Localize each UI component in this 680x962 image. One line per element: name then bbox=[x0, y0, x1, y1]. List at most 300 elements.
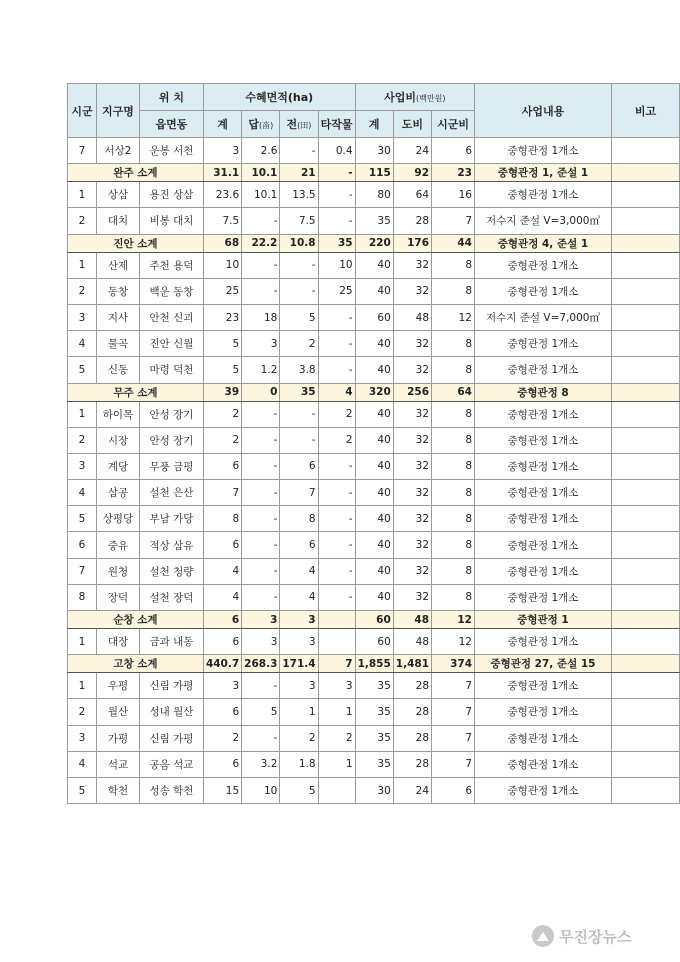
area-other: - bbox=[318, 532, 355, 558]
area-jeon: - bbox=[280, 278, 318, 304]
remarks bbox=[611, 182, 679, 208]
remarks bbox=[611, 673, 679, 699]
district-name: 원청 bbox=[96, 558, 139, 584]
header-cost-sigun: 시군비 bbox=[432, 111, 475, 138]
header-area-dap-label: 답 bbox=[248, 118, 259, 131]
project-content: 중형관정 1개소 bbox=[475, 453, 612, 479]
row-number: 6 bbox=[68, 532, 97, 558]
area-other: - bbox=[318, 558, 355, 584]
area-jeon: 3.8 bbox=[280, 357, 318, 383]
area-jeon: 3 bbox=[280, 629, 318, 655]
area-dap: 3 bbox=[242, 629, 280, 655]
cost-total: 35 bbox=[355, 673, 393, 699]
district-name: 장덕 bbox=[96, 584, 139, 610]
cost-total: 220 bbox=[355, 234, 393, 252]
cost-total: 30 bbox=[355, 138, 393, 164]
district-name: 산제 bbox=[96, 252, 139, 278]
district-name: 지사 bbox=[96, 304, 139, 330]
cost-total: 35 bbox=[355, 699, 393, 725]
district-name: 동창 bbox=[96, 278, 139, 304]
remarks bbox=[611, 777, 679, 803]
cost-do: 64 bbox=[393, 182, 431, 208]
remarks bbox=[611, 401, 679, 427]
cost-sigun: 8 bbox=[432, 453, 475, 479]
cost-total: 30 bbox=[355, 777, 393, 803]
header-location: 위 치 bbox=[139, 84, 203, 111]
area-other: - bbox=[318, 182, 355, 208]
watermark bbox=[532, 921, 672, 951]
location: 설천 장덕 bbox=[139, 584, 203, 610]
row-number: 5 bbox=[68, 506, 97, 532]
cost-sigun: 8 bbox=[432, 480, 475, 506]
area-dap: - bbox=[242, 427, 280, 453]
project-content: 중형관정 1개소 bbox=[475, 138, 612, 164]
row-number: 2 bbox=[68, 278, 97, 304]
location: 신림 가평 bbox=[139, 725, 203, 751]
header-cost-do: 도비 bbox=[393, 111, 431, 138]
header-area-jeon-hanja: (田) bbox=[297, 121, 312, 130]
remarks bbox=[611, 453, 679, 479]
area-total: 6 bbox=[203, 751, 241, 777]
area-other: - bbox=[318, 304, 355, 330]
cost-do: 32 bbox=[393, 427, 431, 453]
project-content: 중형관정 1개소 bbox=[475, 506, 612, 532]
cost-total: 60 bbox=[355, 304, 393, 330]
table-row bbox=[68, 532, 680, 558]
cost-sigun: 7 bbox=[432, 725, 475, 751]
area-dap: - bbox=[242, 673, 280, 699]
subtotal-row bbox=[68, 383, 680, 401]
subtotal-row bbox=[68, 234, 680, 252]
location: 적상 삼유 bbox=[139, 532, 203, 558]
area-total: 31.1 bbox=[203, 164, 241, 182]
row-number: 3 bbox=[68, 725, 97, 751]
project-content: 중형관정 1개소 bbox=[475, 751, 612, 777]
table-row bbox=[68, 331, 680, 357]
cost-do: 32 bbox=[393, 357, 431, 383]
project-content: 중형관정 4, 준설 1 bbox=[475, 234, 612, 252]
cost-total: 40 bbox=[355, 453, 393, 479]
cost-sigun: 8 bbox=[432, 584, 475, 610]
header-cost-label: 사업비 bbox=[384, 91, 417, 104]
cost-sigun: 16 bbox=[432, 182, 475, 208]
area-total: 6 bbox=[203, 629, 241, 655]
area-jeon: - bbox=[280, 252, 318, 278]
cost-sigun: 8 bbox=[432, 331, 475, 357]
cost-do: 32 bbox=[393, 401, 431, 427]
area-dap: 5 bbox=[242, 699, 280, 725]
table-row bbox=[68, 138, 680, 164]
area-other: 7 bbox=[318, 655, 355, 673]
area-other: - bbox=[318, 331, 355, 357]
header-content: 사업내용 bbox=[475, 84, 612, 138]
area-other: - bbox=[318, 480, 355, 506]
location: 안성 장기 bbox=[139, 401, 203, 427]
cost-total: 1,855 bbox=[355, 655, 393, 673]
area-other: - bbox=[318, 208, 355, 234]
area-jeon: 6 bbox=[280, 532, 318, 558]
cost-total: 40 bbox=[355, 558, 393, 584]
area-total: 23 bbox=[203, 304, 241, 330]
area-jeon: 5 bbox=[280, 304, 318, 330]
remarks bbox=[611, 357, 679, 383]
area-dap: 2.6 bbox=[242, 138, 280, 164]
cost-sigun: 44 bbox=[432, 234, 475, 252]
header-area: 수혜면적(ha) bbox=[203, 84, 355, 111]
table-row bbox=[68, 278, 680, 304]
area-dap: 3 bbox=[242, 331, 280, 357]
cost-do: 24 bbox=[393, 138, 431, 164]
header-cost-total: 계 bbox=[355, 111, 393, 138]
cost-total: 40 bbox=[355, 427, 393, 453]
table-row bbox=[68, 357, 680, 383]
district-name: 대장 bbox=[96, 629, 139, 655]
header-cost bbox=[355, 84, 474, 111]
area-total: 25 bbox=[203, 278, 241, 304]
watermark-text: 무진장뉴스 bbox=[559, 927, 632, 946]
subtotal-label: 고창 소계 bbox=[68, 655, 204, 673]
subtotal-label: 무주 소계 bbox=[68, 383, 204, 401]
cost-total: 40 bbox=[355, 278, 393, 304]
cost-do: 92 bbox=[393, 164, 431, 182]
table-row bbox=[68, 751, 680, 777]
remarks bbox=[611, 751, 679, 777]
header-sigun: 시군 bbox=[68, 84, 97, 138]
project-content: 중형관정 1개소 bbox=[475, 480, 612, 506]
area-jeon: 3 bbox=[280, 673, 318, 699]
row-number: 2 bbox=[68, 208, 97, 234]
area-dap: - bbox=[242, 558, 280, 584]
project-content: 중형관정 1개소 bbox=[475, 252, 612, 278]
row-number: 1 bbox=[68, 252, 97, 278]
row-number: 1 bbox=[68, 629, 97, 655]
cost-do: 32 bbox=[393, 532, 431, 558]
area-jeon: 7 bbox=[280, 480, 318, 506]
area-dap: 18 bbox=[242, 304, 280, 330]
area-total: 39 bbox=[203, 383, 241, 401]
remarks bbox=[611, 138, 679, 164]
cost-total: 320 bbox=[355, 383, 393, 401]
area-other bbox=[318, 629, 355, 655]
location: 성내 월산 bbox=[139, 699, 203, 725]
area-jeon: 6 bbox=[280, 453, 318, 479]
row-number: 5 bbox=[68, 777, 97, 803]
cost-sigun: 8 bbox=[432, 506, 475, 532]
area-jeon: 2 bbox=[280, 331, 318, 357]
area-total: 5 bbox=[203, 357, 241, 383]
project-content: 중형관정 1개소 bbox=[475, 725, 612, 751]
row-number: 1 bbox=[68, 182, 97, 208]
area-total: 68 bbox=[203, 234, 241, 252]
area-other: - bbox=[318, 584, 355, 610]
project-content: 중형관정 1, 준설 1 bbox=[475, 164, 612, 182]
area-jeon: 10.8 bbox=[280, 234, 318, 252]
cost-total: 40 bbox=[355, 331, 393, 357]
row-number: 1 bbox=[68, 673, 97, 699]
cost-total: 40 bbox=[355, 506, 393, 532]
row-number: 2 bbox=[68, 699, 97, 725]
district-name: 상삼 bbox=[96, 182, 139, 208]
area-other: 35 bbox=[318, 234, 355, 252]
cost-do: 28 bbox=[393, 673, 431, 699]
cost-sigun: 23 bbox=[432, 164, 475, 182]
district-name: 학천 bbox=[96, 777, 139, 803]
cost-do: 48 bbox=[393, 611, 431, 629]
district-name: 우평 bbox=[96, 673, 139, 699]
area-other: 0.4 bbox=[318, 138, 355, 164]
area-other: - bbox=[318, 357, 355, 383]
remarks bbox=[611, 427, 679, 453]
row-number: 3 bbox=[68, 304, 97, 330]
project-content: 중형관정 1개소 bbox=[475, 427, 612, 453]
location: 운봉 서천 bbox=[139, 138, 203, 164]
remarks bbox=[611, 629, 679, 655]
location: 공음 석교 bbox=[139, 751, 203, 777]
area-dap: 1.2 bbox=[242, 357, 280, 383]
area-total: 4 bbox=[203, 584, 241, 610]
area-dap: - bbox=[242, 208, 280, 234]
area-other: 4 bbox=[318, 383, 355, 401]
header-area-dap bbox=[242, 111, 280, 138]
cost-total: 80 bbox=[355, 182, 393, 208]
area-dap: - bbox=[242, 453, 280, 479]
remarks bbox=[611, 506, 679, 532]
area-dap: - bbox=[242, 584, 280, 610]
table-row bbox=[68, 673, 680, 699]
cost-sigun: 8 bbox=[432, 532, 475, 558]
area-jeon: - bbox=[280, 401, 318, 427]
area-dap: 268.3 bbox=[242, 655, 280, 673]
header-cost-unit: (백만원) bbox=[416, 94, 446, 103]
cost-total: 40 bbox=[355, 357, 393, 383]
location: 무풍 금평 bbox=[139, 453, 203, 479]
table-header bbox=[68, 84, 680, 138]
table-row bbox=[68, 453, 680, 479]
header-jigu: 지구명 bbox=[96, 84, 139, 138]
area-jeon: - bbox=[280, 427, 318, 453]
area-total: 6 bbox=[203, 699, 241, 725]
area-dap: - bbox=[242, 532, 280, 558]
table-row bbox=[68, 401, 680, 427]
area-other: 2 bbox=[318, 401, 355, 427]
table-row bbox=[68, 480, 680, 506]
area-dap: 0 bbox=[242, 383, 280, 401]
table-row bbox=[68, 182, 680, 208]
area-dap: - bbox=[242, 506, 280, 532]
remarks bbox=[611, 699, 679, 725]
area-jeon: 13.5 bbox=[280, 182, 318, 208]
mountain-logo-icon bbox=[532, 925, 554, 947]
area-jeon: 7.5 bbox=[280, 208, 318, 234]
area-other: 2 bbox=[318, 427, 355, 453]
district-name: 석교 bbox=[96, 751, 139, 777]
cost-do: 176 bbox=[393, 234, 431, 252]
project-content: 중형관정 1 bbox=[475, 611, 612, 629]
area-total: 2 bbox=[203, 427, 241, 453]
area-other: 1 bbox=[318, 751, 355, 777]
area-total: 7 bbox=[203, 480, 241, 506]
area-total: 2 bbox=[203, 401, 241, 427]
project-content: 중형관정 1개소 bbox=[475, 777, 612, 803]
remarks bbox=[611, 234, 679, 252]
location: 안성 장기 bbox=[139, 427, 203, 453]
area-jeon: - bbox=[280, 138, 318, 164]
area-other: 10 bbox=[318, 252, 355, 278]
area-dap: 10.1 bbox=[242, 182, 280, 208]
table-row bbox=[68, 208, 680, 234]
remarks bbox=[611, 278, 679, 304]
area-jeon: 21 bbox=[280, 164, 318, 182]
area-other: 25 bbox=[318, 278, 355, 304]
subtotal-row bbox=[68, 611, 680, 629]
area-other: 2 bbox=[318, 725, 355, 751]
area-jeon: 5 bbox=[280, 777, 318, 803]
area-other: - bbox=[318, 506, 355, 532]
district-name: 상평당 bbox=[96, 506, 139, 532]
area-dap: 10 bbox=[242, 777, 280, 803]
cost-do: 1,481 bbox=[393, 655, 431, 673]
area-jeon: 4 bbox=[280, 558, 318, 584]
remarks bbox=[611, 252, 679, 278]
location: 신림 가평 bbox=[139, 673, 203, 699]
cost-sigun: 8 bbox=[432, 558, 475, 584]
project-content: 중형관정 1개소 bbox=[475, 584, 612, 610]
cost-sigun: 7 bbox=[432, 208, 475, 234]
cost-sigun: 8 bbox=[432, 401, 475, 427]
table-row bbox=[68, 558, 680, 584]
table-row bbox=[68, 777, 680, 803]
cost-sigun: 8 bbox=[432, 278, 475, 304]
district-name: 월산 bbox=[96, 699, 139, 725]
cost-sigun: 12 bbox=[432, 629, 475, 655]
header-area-dap-hanja: (畓) bbox=[258, 121, 274, 130]
row-number: 2 bbox=[68, 427, 97, 453]
cost-do: 28 bbox=[393, 725, 431, 751]
cost-do: 32 bbox=[393, 453, 431, 479]
area-jeon: 1 bbox=[280, 699, 318, 725]
area-other: - bbox=[318, 164, 355, 182]
project-content: 중형관정 8 bbox=[475, 383, 612, 401]
cost-do: 28 bbox=[393, 208, 431, 234]
cost-sigun: 7 bbox=[432, 751, 475, 777]
cost-do: 28 bbox=[393, 751, 431, 777]
district-name: 계당 bbox=[96, 453, 139, 479]
location: 설천 청량 bbox=[139, 558, 203, 584]
row-number: 1 bbox=[68, 401, 97, 427]
cost-total: 35 bbox=[355, 725, 393, 751]
location: 금과 내동 bbox=[139, 629, 203, 655]
area-dap: - bbox=[242, 252, 280, 278]
table-row bbox=[68, 699, 680, 725]
subtotal-row bbox=[68, 655, 680, 673]
subtotal-label: 진안 소계 bbox=[68, 234, 204, 252]
remarks bbox=[611, 331, 679, 357]
cost-sigun: 6 bbox=[432, 777, 475, 803]
area-jeon: 3 bbox=[280, 611, 318, 629]
area-total: 10 bbox=[203, 252, 241, 278]
area-dap: - bbox=[242, 278, 280, 304]
area-total: 15 bbox=[203, 777, 241, 803]
row-number: 7 bbox=[68, 558, 97, 584]
irrigation-project-table bbox=[67, 83, 680, 804]
location: 마령 덕천 bbox=[139, 357, 203, 383]
area-dap: 22.2 bbox=[242, 234, 280, 252]
location: 백운 동창 bbox=[139, 278, 203, 304]
cost-total: 35 bbox=[355, 751, 393, 777]
header-area-other: 타작물 bbox=[318, 111, 355, 138]
row-number: 4 bbox=[68, 751, 97, 777]
area-jeon: 2 bbox=[280, 725, 318, 751]
area-jeon: 171.4 bbox=[280, 655, 318, 673]
area-total: 3 bbox=[203, 673, 241, 699]
table-row bbox=[68, 725, 680, 751]
cost-sigun: 7 bbox=[432, 699, 475, 725]
cost-total: 40 bbox=[355, 401, 393, 427]
table-row bbox=[68, 584, 680, 610]
cost-total: 40 bbox=[355, 584, 393, 610]
location: 설천 은산 bbox=[139, 480, 203, 506]
cost-do: 256 bbox=[393, 383, 431, 401]
area-dap: - bbox=[242, 401, 280, 427]
cost-total: 60 bbox=[355, 611, 393, 629]
cost-do: 48 bbox=[393, 629, 431, 655]
district-name: 삼공 bbox=[96, 480, 139, 506]
remarks bbox=[611, 584, 679, 610]
project-content: 중형관정 1개소 bbox=[475, 357, 612, 383]
row-number: 4 bbox=[68, 480, 97, 506]
district-name: 하이목 bbox=[96, 401, 139, 427]
table-row bbox=[68, 506, 680, 532]
remarks bbox=[611, 383, 679, 401]
cost-do: 32 bbox=[393, 584, 431, 610]
subtotal-label: 완주 소계 bbox=[68, 164, 204, 182]
table-row bbox=[68, 629, 680, 655]
area-total: 3 bbox=[203, 138, 241, 164]
area-total: 6 bbox=[203, 532, 241, 558]
remarks bbox=[611, 655, 679, 673]
cost-sigun: 64 bbox=[432, 383, 475, 401]
remarks bbox=[611, 304, 679, 330]
cost-sigun: 6 bbox=[432, 138, 475, 164]
area-dap: 3.2 bbox=[242, 751, 280, 777]
area-dap: - bbox=[242, 480, 280, 506]
project-content: 중형관정 1개소 bbox=[475, 558, 612, 584]
district-name: 물곡 bbox=[96, 331, 139, 357]
area-total: 2 bbox=[203, 725, 241, 751]
remarks bbox=[611, 208, 679, 234]
remarks bbox=[611, 480, 679, 506]
project-content: 중형관정 1개소 bbox=[475, 331, 612, 357]
area-jeon: 1.8 bbox=[280, 751, 318, 777]
table-body bbox=[68, 138, 680, 804]
area-total: 23.6 bbox=[203, 182, 241, 208]
cost-do: 32 bbox=[393, 278, 431, 304]
location: 주천 용덕 bbox=[139, 252, 203, 278]
cost-do: 32 bbox=[393, 506, 431, 532]
cost-do: 32 bbox=[393, 252, 431, 278]
area-total: 7.5 bbox=[203, 208, 241, 234]
district-name: 가평 bbox=[96, 725, 139, 751]
area-other: - bbox=[318, 453, 355, 479]
header-area-jeon bbox=[280, 111, 318, 138]
cost-total: 40 bbox=[355, 480, 393, 506]
cost-do: 24 bbox=[393, 777, 431, 803]
project-content: 저수지 준설 V=3,000㎥ bbox=[475, 208, 612, 234]
area-dap: - bbox=[242, 725, 280, 751]
cost-do: 48 bbox=[393, 304, 431, 330]
cost-total: 35 bbox=[355, 208, 393, 234]
area-total: 5 bbox=[203, 331, 241, 357]
